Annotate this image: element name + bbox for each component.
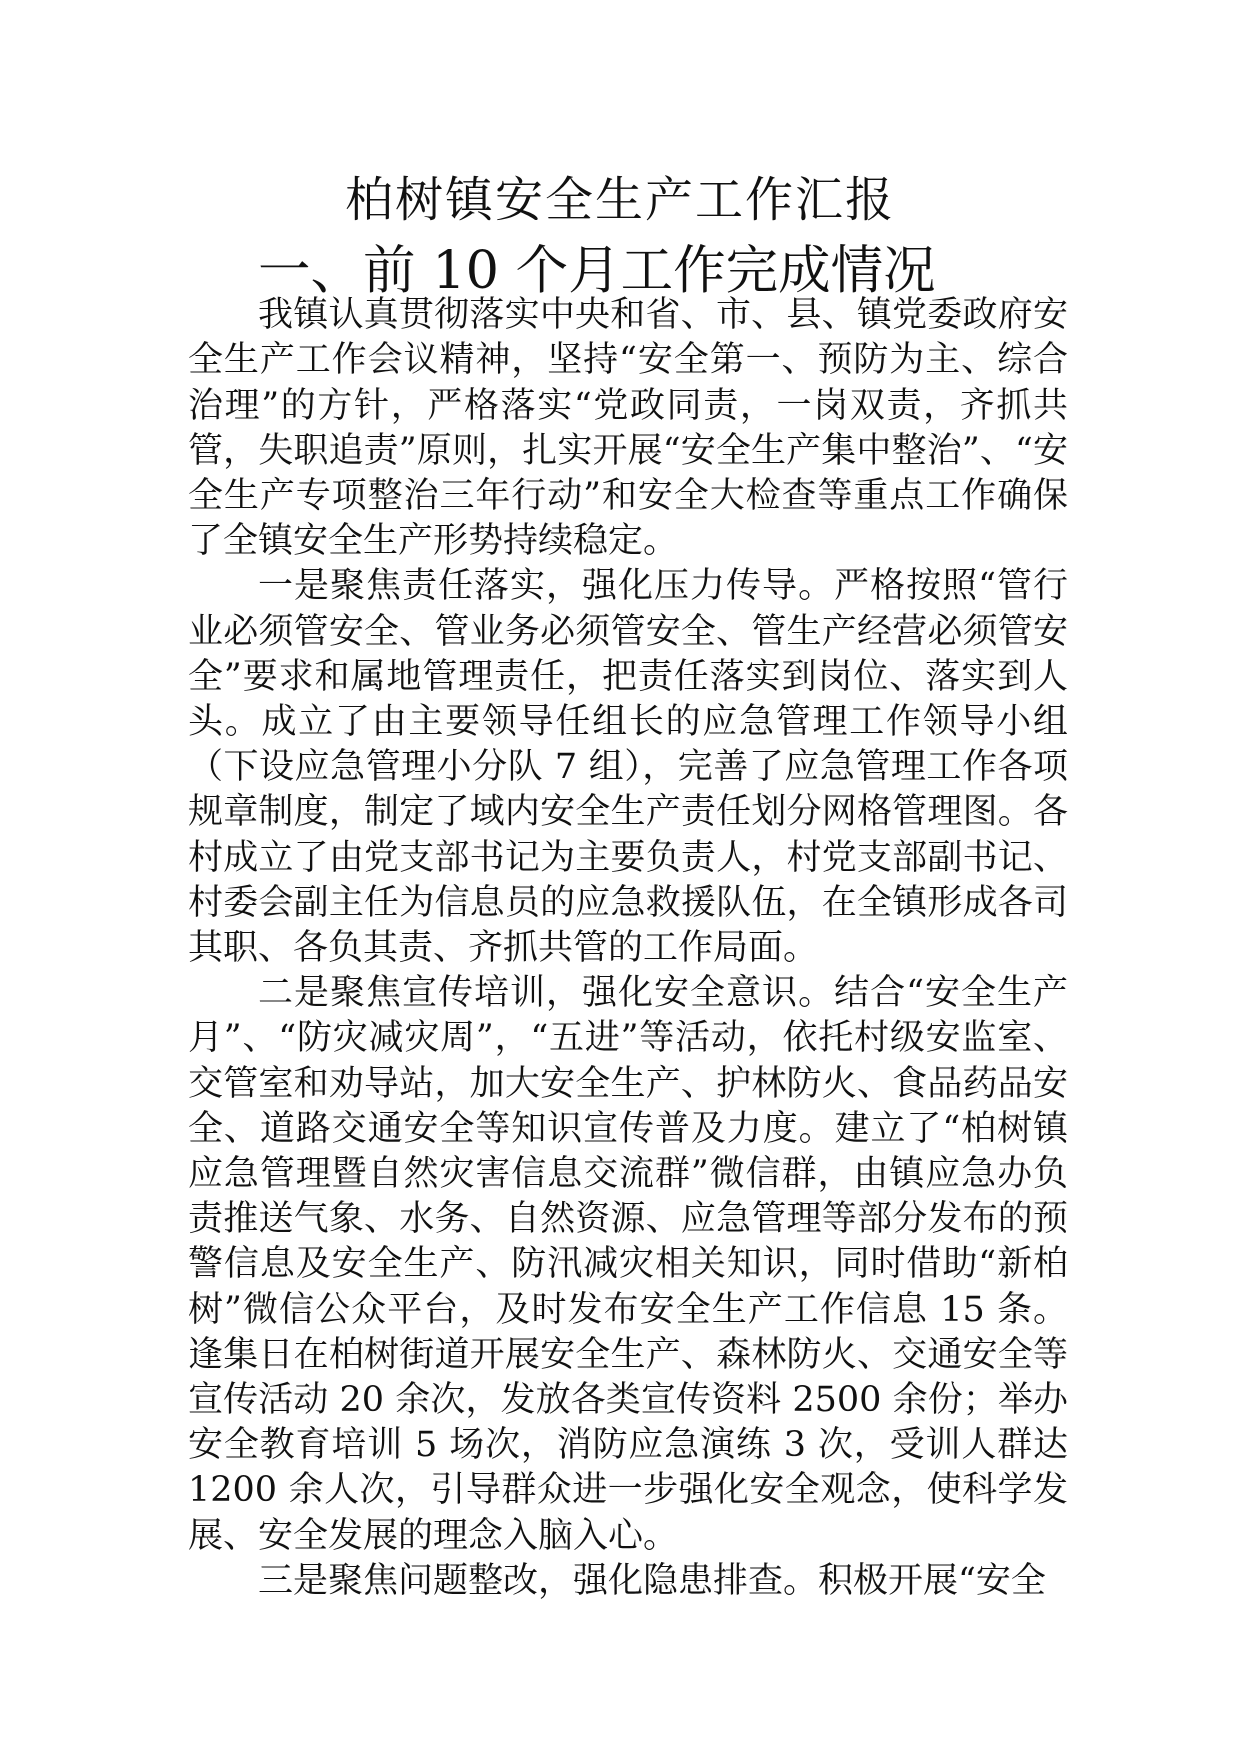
- document-body: [188, 240, 1068, 1604]
- paragraph-inspection: 三是聚焦问题整改，强化隐患排查。积极开展“安全: [258, 1560, 1046, 1601]
- paragraph-intro: 我镇认真贯彻落实中央和省、市、县、镇党委政府安全生产工作会议精神，坚持“安全第一、预防为主、综合治理”的方针，严格落实“党政同责，一岗双责，齐抓共管，失职追责”原则，扎实开展“安全生产集中整治”、“安全生产专项整治三年行动”和安全大检查等重点工作确保了全镇安全生产形势持续稳定。: [188, 295, 1068, 562]
- document-title: 柏树镇安全生产工作汇报: [344, 172, 895, 228]
- section-heading: 一、前 10 个月工作完成情况: [258, 240, 936, 301]
- paragraph-training: 二是聚焦宣传培训，强化安全意识。结合“安全生产月”、“防灾减灾周”，“五进”等活动，依托村级安监室、交管室和劝导站，加大安全生产、护林防火、食品药品安全、道路交通安全等知识宣传普及力度。建立了“柏树镇应急管理暨自然灾害信息交流群”微信群，由镇应急办负责推送气象、水务、自然资源、应急管理等部分发布的预警信息及安全生产、防汛减灾相关知识，同时借助“新柏树”微信公众平台，及时发布安全生产工作信息 15 条。逢集日在柏树街道开展安全生产、森林防火、交通安全等宣传活动 20 余次，发放各类宣传资料 2500 余份；举办安全教育培训 5 场次，消防应急演练 3 次，受训人群达 1200 余人次，引导群众进一步强化安全观念，使科学发展、安全发展的理念入脑入心。: [188, 973, 1068, 1556]
- paragraph-responsibility: 一是聚焦责任落实，强化压力传导。严格按照“管行业必须管安全、管业务必须管安全、管生产经营必须管安全”要求和属地管理责任，把责任落实到岗位、落实到人头。成立了由主要领导任组长的应急管理工作领导小组（下设应急管理小分队 7 组），完善了应急管理工作各项规章制度，制定了域内安全生产责任划分网格管理图。各村成立了由党支部书记为主要负责人，村党支部副书记、村委会副主任为信息员的应急救援队伍，在全镇形成各司其职、各负其责、齐抓共管的工作局面。: [188, 566, 1068, 969]
